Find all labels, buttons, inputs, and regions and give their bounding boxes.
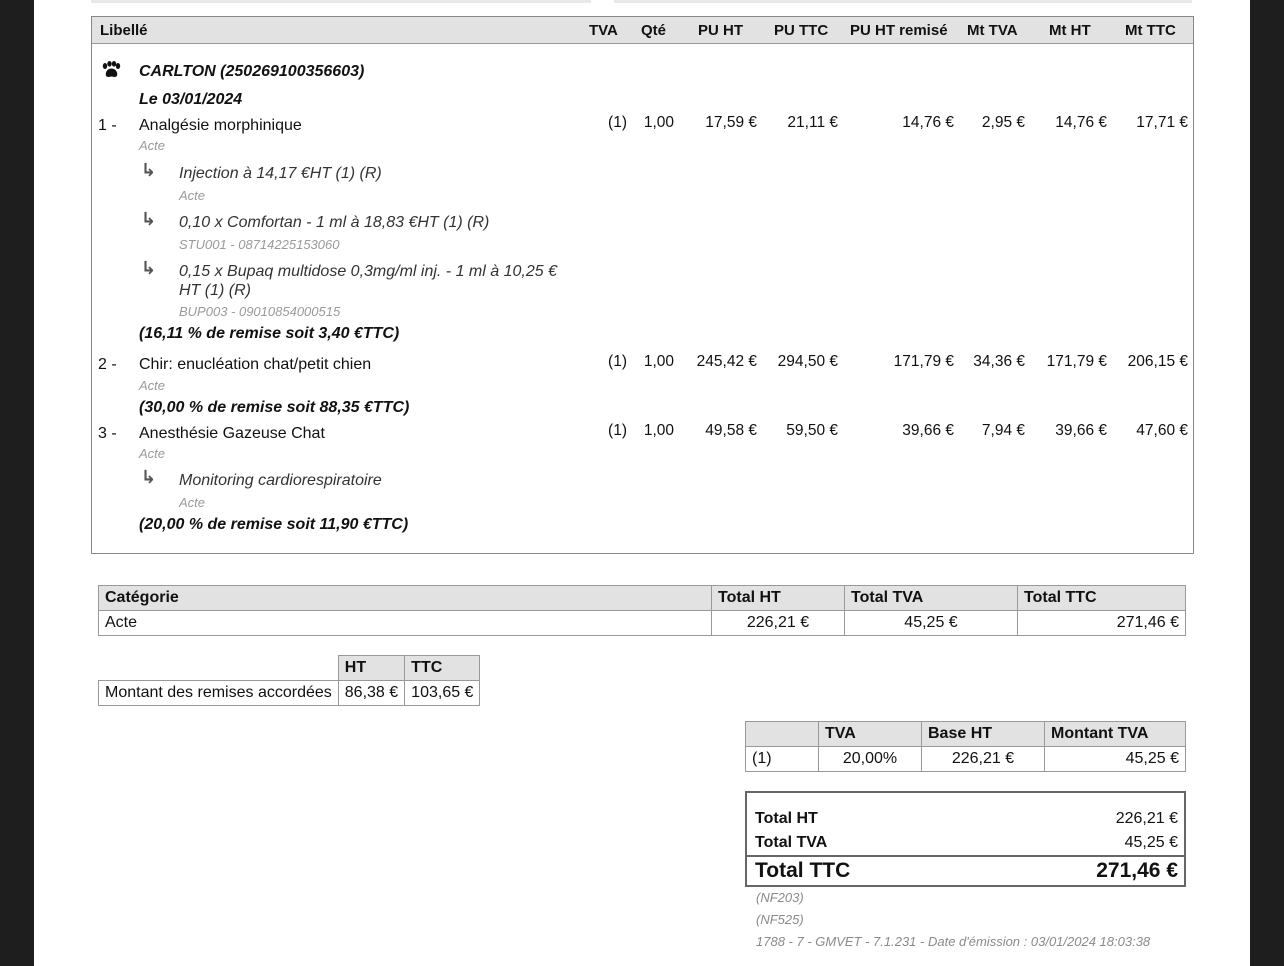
header-mt-ht: Mt HT <box>1049 22 1091 39</box>
sub-arrow-icon: ↳ <box>141 467 157 487</box>
remise-value: 86,38 € <box>338 681 404 706</box>
vat-value: (1) <box>746 747 819 772</box>
line-mt-ttc: 17,71 € <box>1136 114 1188 131</box>
line-pu-ht-remise: 39,66 € <box>902 422 954 439</box>
total-ht-value: 226,21 € <box>1115 810 1178 827</box>
top-strip <box>91 0 591 3</box>
cat-header: Total TVA <box>845 586 1018 611</box>
cat-header: Total TTC <box>1018 586 1186 611</box>
line-qte: 1,00 <box>643 353 674 370</box>
top-strip <box>614 0 1192 3</box>
header-pu-ttc: PU TTC <box>774 22 829 39</box>
line-pu-ttc: 21,11 € <box>787 114 838 131</box>
cat-header: Total HT <box>712 586 845 611</box>
line-type: Acte <box>139 378 166 393</box>
cat-header: Catégorie <box>99 586 712 611</box>
line-tva: (1) <box>608 422 627 439</box>
remise-header: HT <box>338 656 404 681</box>
line-pu-ht-remise: 171,79 € <box>893 353 954 370</box>
header-mt-tva: Mt TVA <box>967 22 1018 39</box>
line-pu-ht: 17,59 € <box>705 114 757 131</box>
vat-table <box>745 721 1186 772</box>
sub-arrow-icon: ↳ <box>141 258 157 278</box>
sub-item-label: Monitoring cardiorespiratoire <box>179 472 382 489</box>
vat-value: 20,00% <box>819 747 922 772</box>
discounts-table <box>98 655 480 706</box>
line-pu-ttc: 59,50 € <box>786 422 838 439</box>
line-remise: (20,00 % de remise soit 11,90 €TTC) <box>139 516 409 533</box>
line-index: 3 - <box>98 425 117 442</box>
sub-item-label: 0,15 x Bupaq multidose 0,3mg/ml inj. - 1 ml à 10,25 € <box>179 263 557 280</box>
line-label: Anesthésie Gazeuse Chat <box>139 425 325 442</box>
vat-header: Base HT <box>922 722 1045 747</box>
patient-date: Le 03/01/2024 <box>139 91 243 108</box>
line-mt-tva: 34,36 € <box>973 353 1025 370</box>
cat-value: 45,25 € <box>845 611 1018 636</box>
line-mt-ht: 171,79 € <box>1046 353 1107 370</box>
vat-header <box>746 722 819 747</box>
total-tva-label: Total TVA <box>755 834 828 851</box>
line-pu-ht: 49,58 € <box>705 422 757 439</box>
line-pu-ht: 245,42 € <box>696 353 757 370</box>
cat-value: 271,46 € <box>1018 611 1186 636</box>
header-tva: TVA <box>589 22 618 39</box>
cat-value: Acte <box>99 611 712 636</box>
sub-item-code: Acte <box>179 188 206 203</box>
line-qte: 1,00 <box>643 422 674 439</box>
remise-value: 103,65 € <box>405 681 480 706</box>
invoice-lines-table <box>91 16 1194 554</box>
line-pu-ht-remise: 14,76 € <box>902 114 954 131</box>
sub-arrow-icon: ↳ <box>141 160 157 180</box>
patient-name: CARLTON (250269100356603) <box>139 63 365 80</box>
line-tva: (1) <box>608 353 627 370</box>
remise-header: TTC <box>405 656 480 681</box>
total-ttc-value: 271,46 € <box>1096 859 1178 882</box>
remise-label: Montant des remises accordées <box>99 681 339 706</box>
cat-value: 226,21 € <box>712 611 845 636</box>
total-ht-label: Total HT <box>755 810 818 827</box>
line-pu-ttc: 294,50 € <box>777 353 838 370</box>
line-type: Acte <box>139 138 166 153</box>
sub-item-label: Injection à 14,17 €HT (1) (R) <box>179 165 382 182</box>
vat-value: 226,21 € <box>922 747 1045 772</box>
line-qte: 1,00 <box>643 114 674 131</box>
paw-icon <box>101 61 121 84</box>
total-ttc-label: Total TTC <box>755 859 851 882</box>
sub-item-label: 0,10 x Comfortan - 1 ml à 18,83 €HT (1) (R) <box>179 214 490 231</box>
remise-header <box>99 656 339 681</box>
footer-nf525: (NF525) <box>756 912 804 927</box>
line-remise: (30,00 % de remise soit 88,35 €TTC) <box>139 399 410 416</box>
invoice-page <box>34 0 1250 966</box>
line-tva: (1) <box>608 114 627 131</box>
line-label: Analgésie morphinique <box>139 117 302 134</box>
line-mt-ttc: 47,60 € <box>1136 422 1188 439</box>
line-index: 1 - <box>98 117 117 134</box>
line-mt-ttc: 206,15 € <box>1127 353 1188 370</box>
header-libelle: Libellé <box>100 22 148 39</box>
line-mt-tva: 7,94 € <box>981 422 1025 439</box>
total-ttc-row <box>747 855 1184 887</box>
footer-nf203: (NF203) <box>756 890 804 905</box>
sub-item-code: BUP003 - 09010854000515 <box>179 304 341 319</box>
vat-header: TVA <box>819 722 922 747</box>
line-type: Acte <box>139 446 166 461</box>
sub-item-code: STU001 - 08714225153060 <box>179 237 340 252</box>
vat-header: Montant TVA <box>1045 722 1186 747</box>
line-mt-ht: 14,76 € <box>1055 114 1107 131</box>
category-table <box>98 585 1186 636</box>
header-pu-ht: PU HT <box>698 22 743 39</box>
table-header <box>92 17 1193 44</box>
sub-item-label-cont: HT (1) (R) <box>179 282 251 299</box>
header-qte: Qté <box>641 22 667 39</box>
vat-value: 45,25 € <box>1045 747 1186 772</box>
header-mt-ttc: Mt TTC <box>1125 22 1176 39</box>
line-label: Chir: enucléation chat/petit chien <box>139 356 372 373</box>
totals-box <box>745 791 1186 887</box>
line-remise: (16,11 % de remise soit 3,40 €TTC) <box>139 325 400 342</box>
sub-arrow-icon: ↳ <box>141 209 157 229</box>
total-tva-value: 45,25 € <box>1124 834 1178 851</box>
header-pu-ht-remise: PU HT remisé <box>850 22 948 39</box>
line-index: 2 - <box>98 356 117 373</box>
footer-emission: 1788 - 7 - GMVET - 7.1.231 - Date d'émission : 03/01/2024 18:03:38 <box>756 934 1151 949</box>
line-mt-ht: 39,66 € <box>1055 422 1107 439</box>
sub-item-code: Acte <box>179 495 206 510</box>
line-mt-tva: 2,95 € <box>981 114 1025 131</box>
